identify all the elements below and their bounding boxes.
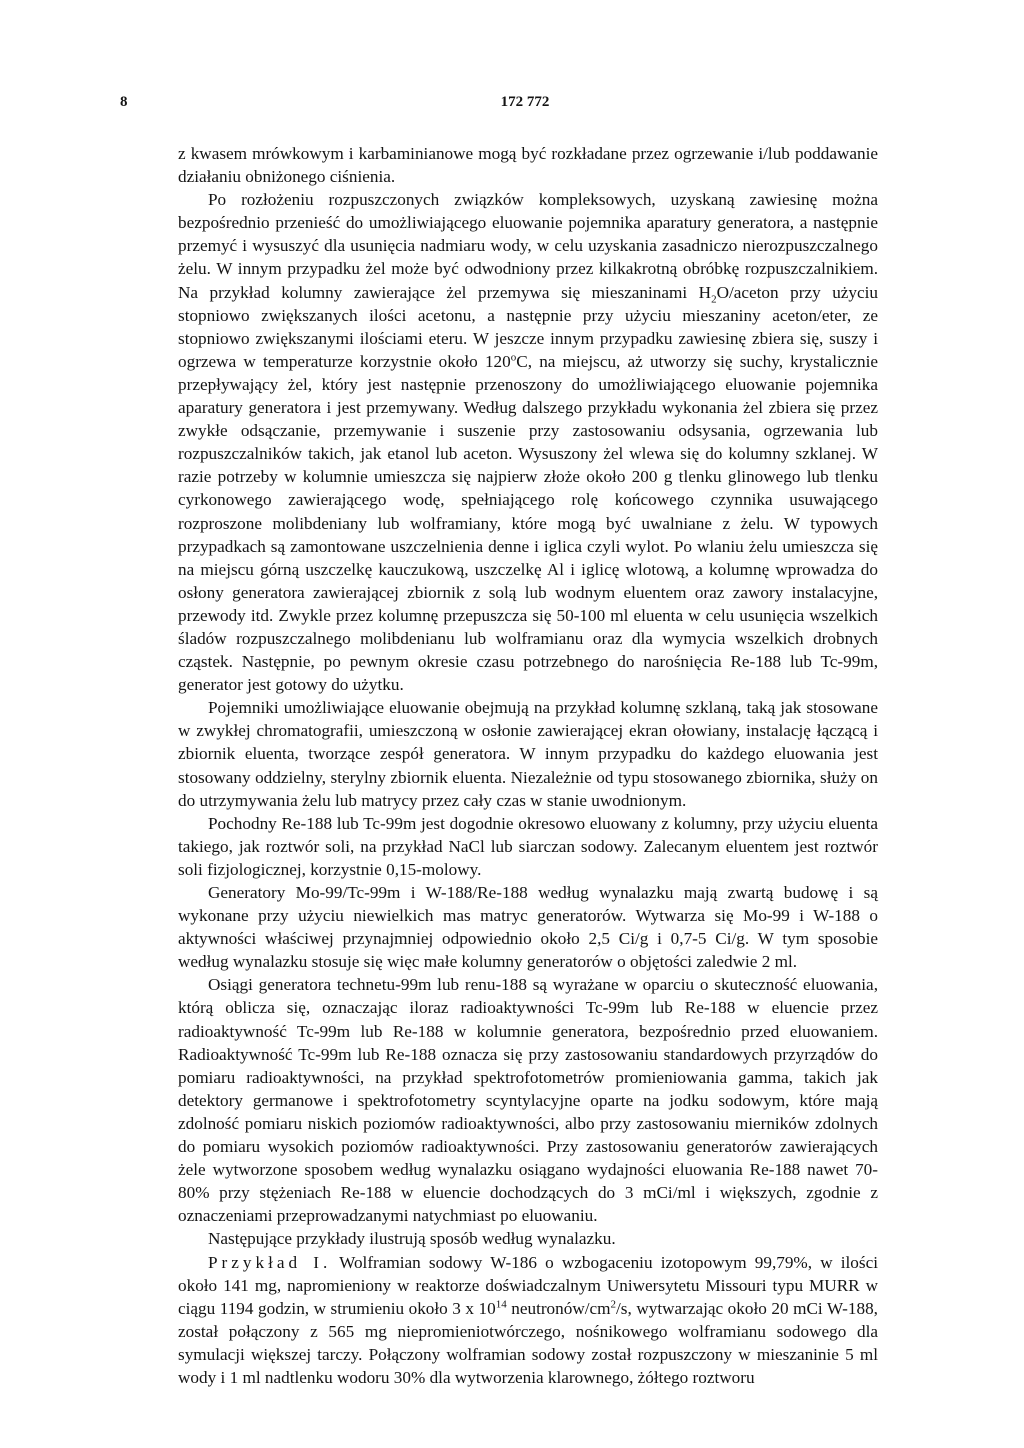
degree-symbol: o — [510, 351, 517, 364]
example-heading: Przykład I. — [208, 1252, 332, 1272]
paragraph-1: z kwasem mrówkowym i karbaminianowe mogą być rozkładane przez ogrzewanie i/lub poddawanie działaniu obniżonego ciśnienia. — [178, 144, 878, 187]
document-body — [178, 142, 878, 1389]
paragraph-2-text-end: C, na miejscu, aż utworzy się suchy, krystalicznie przepływający żel, który jest następnie przenoszony do umożliwiającego eluowanie pojemnika aparatury generatora i jest przemywany. Według dalszego przykładu wykonania żel zbiera się przez zwykłe odsączanie, przemywanie i suszenie przy zastosowaniu odsysania, ogrzewania lub rozpuszczalników takich, jak etanol lub aceton. Wysuszony żel wlewa się do kolumny szklanej. W razie potrzeby w kolumnie umieszcza się najpierw złoże około 200 g tlenku glinowego lub tlenku cyrkonowego zawierającego wodę, spełniającego rolę końcowego czynnika usuwającego rozproszone molibdeniany lub wolframiany, które mogą być uwalniane z żelu. W typowych przypadkach są zamontowane uszczelnienia denne i iglica czyli wylot. Po wlaniu żelu umieszcza się na miejscu górną uszczelkę kauczukową, uszczelkę Al i iglicę wlotową, a kolumnę wprowadza do osłony generatora zawierającej zbiornik z solą lub wodnym eluentem oraz zawory instalacyjne, przewody itd. Zwykle przez kolumnę przepuszcza się 50-100 ml eluenta w celu usunięcia wszelkich śladów rozpuszczalnego molibdenianu lub wolframianu oraz dla wymycia wszelkich drobnych cząstek. Następnie, po pewnym okresie czasu potrzebnego do narośnięcia Re-188 lub Tc-99m, generator jest gotowy do użytku. — [178, 351, 878, 695]
paragraph-2 — [178, 188, 878, 696]
exponent-2: 2 — [610, 1297, 617, 1310]
paragraph-6: Osiągi generatora technetu-99m lub renu-188 są wyrażane w oparciu o skuteczność eluowania, którą oblicza się, oznaczając iloraz radioaktywności Tc-99m lub Re-188 w eluencie przez radioaktywność Tc-99m lub Re-188 w kolumnie generatora, bezpośrednio przed eluowaniem. Radioaktywność Tc-99m lub Re-188 oznacza się przy zastosowaniu standardowych przyrządów do pomiaru radioaktywności, na przykład spektrofotometrów promieniowania gamma, takich jak detektory germanowe i spektrofotometry scyntylacyjne oparte na jodku sodowym, które mają zdolność pomiaru niskich poziomów radioaktywności, albo przy zastosowaniu mierników zdolnych do pomiaru wysokich poziomów radioaktywności. Przy zastosowaniu generatorów zawierających żele wytworzone sposobem według wynalazku osiągano wydajności eluowania Re-188 nawet 70-80% przy stężeniach Re-188 w eluencie dochodzących do 3 mCi/ml i większych, zgodnie z oznaczeniami przeprowadzanymi natychmiast po eluowaniu. — [178, 975, 878, 1226]
example-text: Wolframian sodowy W-186 o wzbogaceniu izotopowym 99,79%, w ilości około 141 mg, napromieniony w reaktorze doświadczalnym Uniwersytetu Missouri typu MURR w ciągu 1194 godzin, w strumieniu około 3 x 10 — [178, 1252, 878, 1318]
paragraph-2-text: Po rozłożeniu rozpuszczonych związków kompleksowych, uzyskaną zawiesinę można bezpośrednio przenieść do umożliwiającego eluowanie pojemnika aparatury generatora, a następnie przemyć i wysuszyć dla usunięcia nadmiaru wody, w celu uzyskania zasadniczo nierozpuszczalnego żelu. W innym przypadku żel może być odwodniony przez kilkakrotną obróbkę rozpuszczalnikiem. Na przykład kolumny zawierające żel przemywa się mieszaninami — [178, 190, 878, 302]
paragraph-example-1: Przykład I. Wolframian sodowy W-186 o wzbogaceniu izotopowym 99,79%, w ilości około 141 mg, napromieniony w reaktorze doświadczalnym Uniwersytetu Missouri typu MURR w ciągu 1194 godzin, w strumieniu około 3 x $10^{14}$ neutronów/$cm^2/s$, wytwarzając około 20 mCi W-188, został połączony z 565 mg niepromieniotwórczego, nośnikowego wolframianu sodowego dla symulacji większej tarczy. Połączony wolframian sodowy został rozpuszczony w mieszaninie 5 ml wody i 1 ml nadtlenku wodoru 30% dla wytworzenia klarownego, żółtego roztworu — [178, 1252, 878, 1387]
exponent-14: 14 — [495, 1297, 507, 1310]
paragraph-3: Pojemniki umożliwiające eluowanie obejmują na przykład kolumnę szklaną, taką jak stosowane w zwykłej chromatografii, umieszczoną w osłonie zawierającej ekran ołowiany, instalację łączącą i zbiornik eluenta, tworzące zespół generatora. W innym przypadku do każdego eluowania jest stosowany oddzielny, sterylny zbiornik eluenta. Niezależnie od typu stosowanego zbiornika, służy on do utrzymywania żelu lub matrycy przez cały czas w stanie uwodnionym. — [178, 698, 878, 810]
paragraph-5: Generatory Mo-99/Tc-99m i W-188/Re-188 według wynalazku mają zwartą budowę i są wykonane przy użyciu niewielkich mas matryc generatorów. Wytwarza się Mo-99 i W-188 o aktywności właściwej przynajmniej odpowiednio około 2,5 Ci/g i 0,7-5 Ci/g. W tym sposobie według wynalazku stosuje się więc małe kolumny generatorów o objętości zaledwie 2 ml. — [178, 883, 878, 972]
paragraph-2-text-cont: /aceton przy użyciu stopniowo zwiększanych ilości acetonu, a następnie przy użyciu mieszaniny aceton/eter, ze stopniowo zwiększanymi ilościami eteru. W jeszcze innym przypadku zawiesinę zbiera się, suszy i ogrzewa w temperaturze korzystnie około 120 — [178, 282, 879, 371]
formula-h2o: $H_2O$ — [698, 282, 729, 305]
page-number: 8 — [120, 94, 128, 110]
page-header — [120, 94, 910, 118]
paragraph-7: Następujące przykłady ilustrują sposób według wynalazku. — [208, 1229, 616, 1249]
patent-number: 172 772 — [500, 94, 550, 110]
paragraph-4: Pochodny Re-188 lub Tc-99m jest dogodnie okresowo eluowany z kolumny, przy użyciu eluenta takiego, jak roztwór soli, na przykład NaCl lub siarczan sodowy. Zalecanym eluentem jest roztwór soli fizjologicznej, korzystnie 0,15-molowy. — [178, 813, 878, 879]
